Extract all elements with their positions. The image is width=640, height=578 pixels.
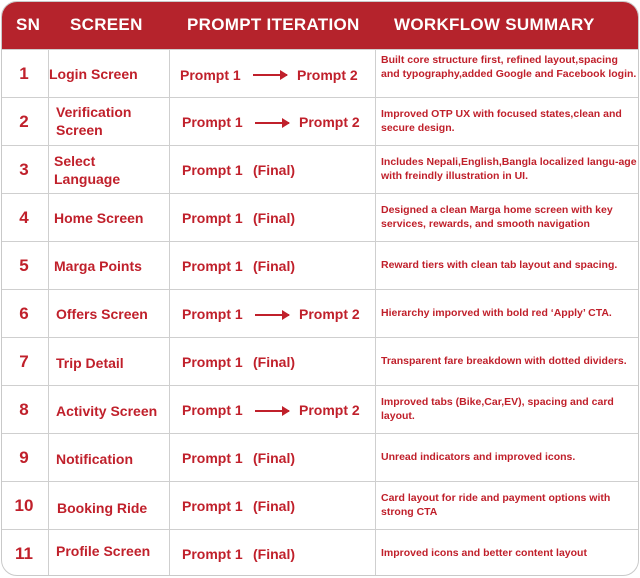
table-row <box>2 241 638 290</box>
screen-name: Booking Ride <box>57 500 148 516</box>
table-row <box>2 145 638 194</box>
prompt-final: (Final) <box>253 162 295 178</box>
row-number: 11 <box>15 544 33 563</box>
workflow-summary: Built core structure first, refined layout,spacing and typography,added Google and Facebook login. <box>381 54 637 80</box>
prompt-final: (Final) <box>253 354 295 370</box>
screen-name: Notification <box>56 451 133 467</box>
workflow-summary: Improved icons and better content layout <box>381 547 587 559</box>
workflow-summary: Improved tabs (Bike,Car,EV), spacing and card layout. <box>381 396 614 422</box>
arrow-right-icon <box>255 410 289 412</box>
table-row <box>2 433 638 482</box>
row-number: 6 <box>19 304 29 323</box>
workflow-summary: Improved OTP UX with focused states,clean and secure design. <box>381 108 622 134</box>
row-number: 4 <box>19 208 29 227</box>
table-row <box>2 289 638 338</box>
table-row <box>2 193 638 242</box>
prompt-start: Prompt 1 <box>182 162 243 178</box>
table-row <box>2 337 638 386</box>
prompt-start: Prompt 1 <box>182 306 243 322</box>
row-number: 8 <box>19 400 29 419</box>
workflow-summary: Designed a clean Marga home screen with key services, rewards, and smooth navigation <box>381 204 613 230</box>
prompt-start: Prompt 1 <box>182 402 243 418</box>
prompt-final: (Final) <box>253 210 295 226</box>
prompt-start: Prompt 1 <box>182 450 243 466</box>
prompt-end: Prompt 2 <box>299 114 360 130</box>
prompt-start: Prompt 1 <box>182 498 243 514</box>
screen-name: Offers Screen <box>56 306 148 322</box>
workflow-summary: Includes Nepali,English,Bangla localized langu-age with freindly illustration in UI. <box>381 156 637 182</box>
screen-name: Home Screen <box>54 210 144 226</box>
prompt-start: Prompt 1 <box>182 114 243 130</box>
screen-name: Marga Points <box>54 258 142 274</box>
workflow-summary: Transparent fare breakdown with dotted dividers. <box>381 355 627 367</box>
table-row <box>2 97 638 146</box>
screen-name: Verification Screen <box>56 104 132 138</box>
table-header <box>2 2 638 49</box>
row-number: 10 <box>14 496 34 515</box>
table-row <box>2 49 638 98</box>
prompt-end: Prompt 2 <box>299 306 360 322</box>
arrow-right-icon <box>253 74 287 76</box>
arrow-right-icon <box>255 122 289 124</box>
workflow-table <box>1 1 639 576</box>
prompt-start: Prompt 1 <box>182 354 243 370</box>
workflow-summary: Hierarchy imporved with bold red ‘Apply’ CTA. <box>381 307 612 319</box>
screen-name: Trip Detail <box>56 355 124 371</box>
prompt-start: Prompt 1 <box>182 210 243 226</box>
table-row <box>2 529 638 576</box>
table-row <box>2 481 638 530</box>
arrow-right-icon <box>255 314 289 316</box>
prompt-start: Prompt 1 <box>182 258 243 274</box>
prompt-final: (Final) <box>253 450 295 466</box>
prompt-final: (Final) <box>253 498 295 514</box>
workflow-summary: Unread indicators and improved icons. <box>381 451 576 463</box>
workflow-summary: Card layout for ride and payment options with strong CTA <box>381 492 611 518</box>
prompt-start: Prompt 1 <box>180 67 241 83</box>
row-number: 9 <box>19 448 29 467</box>
table-row <box>2 385 638 434</box>
workflow-summary: Reward tiers with clean tab layout and spacing. <box>381 259 618 271</box>
prompt-final: (Final) <box>253 258 295 274</box>
row-number: 3 <box>19 160 29 179</box>
prompt-end: Prompt 2 <box>299 402 360 418</box>
prompt-final: (Final) <box>253 546 295 562</box>
prompt-end: Prompt 2 <box>297 67 358 83</box>
header-prompt-iteration: PROMPT ITERATION <box>187 15 360 34</box>
screen-name: Login Screen <box>49 66 138 82</box>
screen-name: Activity Screen <box>56 403 158 419</box>
prompt-start: Prompt 1 <box>182 546 243 562</box>
screen-name: Profile Screen <box>56 543 151 559</box>
screen-name: Select Language <box>54 153 121 187</box>
header-screen: SCREEN <box>70 15 143 34</box>
row-number: 1 <box>19 64 29 83</box>
row-number: 5 <box>19 256 29 275</box>
row-number: 7 <box>19 352 29 371</box>
header-workflow-summary: WORKFLOW SUMMARY <box>394 15 595 34</box>
header-sn: SN <box>16 15 41 34</box>
row-number: 2 <box>19 112 29 131</box>
